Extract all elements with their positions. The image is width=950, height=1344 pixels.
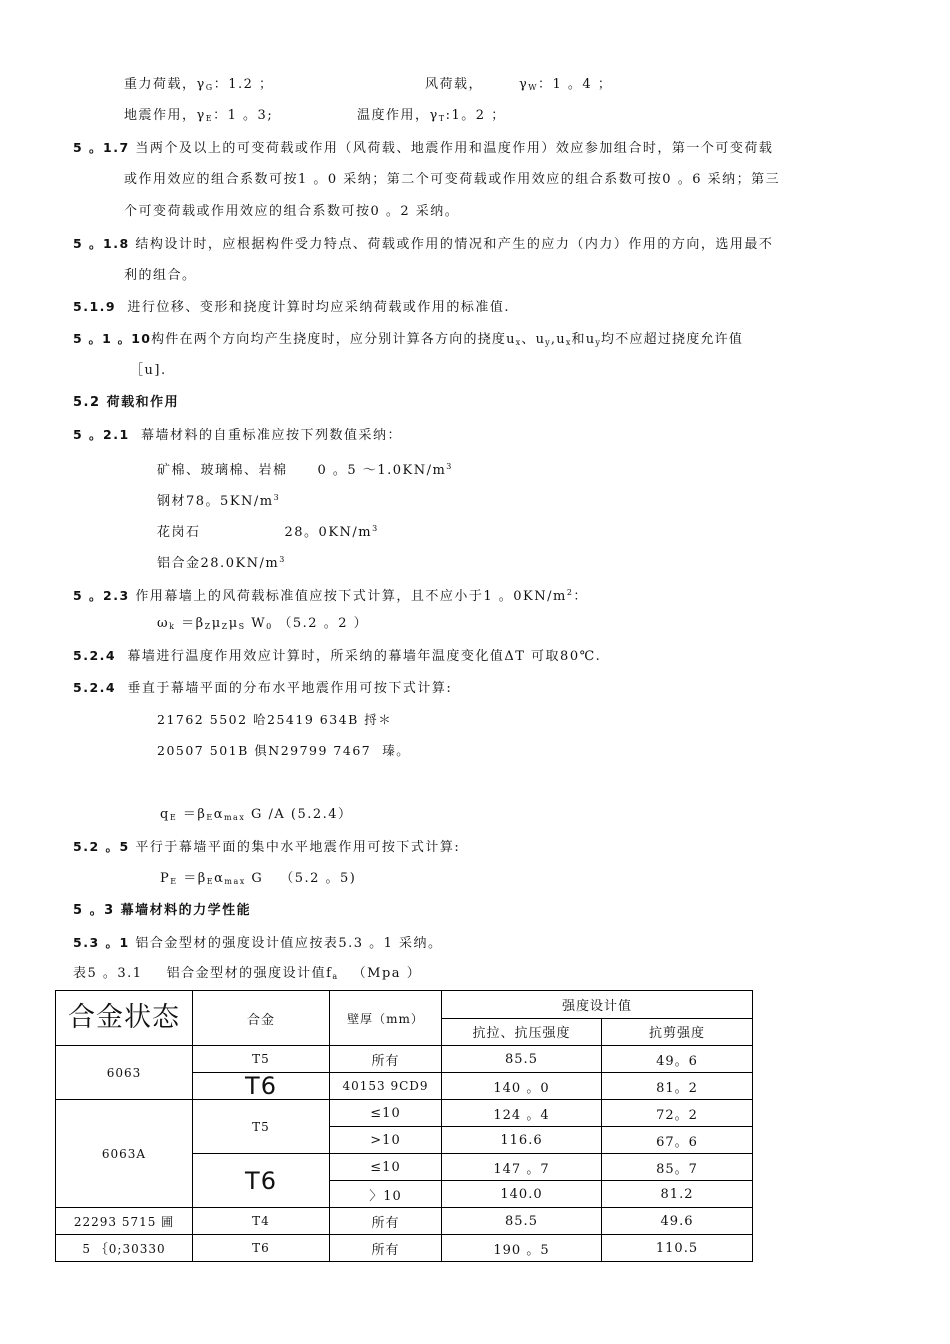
clause-number: 5 。1 。10 bbox=[73, 331, 152, 346]
unit-exponent: 3 bbox=[446, 462, 453, 471]
clause-number: 5.1.9 bbox=[73, 299, 117, 314]
cell-tensile: 85.5 bbox=[442, 1046, 602, 1073]
wind-factor bbox=[425, 76, 612, 97]
cell-thickness: 所有 bbox=[330, 1235, 442, 1262]
equals-beta: ＝β bbox=[183, 871, 207, 886]
subscript-x: x bbox=[565, 338, 572, 347]
quake-symbol: γ bbox=[196, 108, 206, 123]
separator: ,u bbox=[550, 332, 566, 347]
clause-number: 5 。2.1 bbox=[73, 427, 130, 442]
mu-symbol: μ bbox=[211, 616, 222, 631]
cell-alloy: 6063 bbox=[56, 1046, 193, 1100]
subscript-y: y bbox=[595, 338, 602, 347]
wind-symbol: γ bbox=[519, 77, 529, 92]
table-title: 铝合金型材的强度设计值f bbox=[166, 966, 333, 981]
gravity-label: 重力荷载， bbox=[124, 77, 197, 92]
omega-symbol: ω bbox=[157, 616, 170, 631]
cell-shear: 81。2 bbox=[602, 1073, 753, 1100]
wind-subscript: W bbox=[528, 83, 539, 92]
unit-exponent: 3 bbox=[273, 493, 281, 502]
subscript: S bbox=[238, 622, 246, 631]
table-caption bbox=[73, 965, 421, 986]
clause-number: 5.3 。1 bbox=[73, 935, 130, 950]
table-number: 表5 。3.1 bbox=[73, 966, 143, 981]
w-symbol: W bbox=[251, 616, 267, 631]
wind-formula bbox=[157, 615, 368, 636]
separator: 和u bbox=[571, 332, 596, 347]
concentrated-seismic-formula bbox=[160, 870, 356, 891]
cell-shear: 85。7 bbox=[602, 1154, 753, 1181]
gravity-subscript: G bbox=[205, 83, 214, 92]
header-shear-strength: 抗剪强度 bbox=[602, 1018, 753, 1046]
cell-shear: 49。6 bbox=[602, 1046, 753, 1073]
clause-text: 幕墙材料的自重标准应按下列数值采纳： bbox=[140, 428, 402, 443]
clause-text: 平行于幕墙平面的集中水平地震作用可按下式计算: bbox=[135, 840, 461, 855]
material-weight: 28.0KN/m bbox=[200, 556, 280, 571]
cell-temper: T5 bbox=[193, 1100, 330, 1154]
clause-number: 5.2.4 bbox=[73, 648, 117, 663]
gravity-factor bbox=[124, 76, 274, 97]
cell-shear: 67。6 bbox=[602, 1127, 753, 1154]
cell-shear: 110.5 bbox=[602, 1235, 753, 1262]
subscript: E bbox=[170, 877, 178, 886]
clause-5-2-4-seismic bbox=[73, 679, 452, 698]
alpha-symbol: α bbox=[213, 807, 224, 822]
clause-number: 5 。1.8 bbox=[73, 236, 130, 251]
subscript: E bbox=[206, 877, 215, 886]
garbled-text-line: 21762 5502 哈25419 634B 捋＊ bbox=[157, 712, 393, 727]
cell-temper: T6 bbox=[193, 1073, 330, 1100]
cell-alloy: 22293 5715 圃 bbox=[56, 1208, 193, 1235]
clause-punct: ： bbox=[573, 589, 588, 604]
gravity-symbol: γ bbox=[196, 77, 206, 92]
mu-symbol: μ bbox=[228, 616, 239, 631]
material-weight: 78。5KN/m bbox=[186, 494, 274, 509]
alloy-strength-table bbox=[55, 990, 753, 1262]
quake-subscript: E bbox=[205, 114, 214, 123]
clause-5-1-8 bbox=[73, 235, 773, 254]
table-header-row bbox=[56, 991, 753, 1019]
subscript: k bbox=[169, 622, 176, 631]
cell-tensile: 190 。5 bbox=[442, 1235, 602, 1262]
section-title: 幕墙材料的力学性能 bbox=[120, 903, 252, 918]
clause-text-tail: 均不应超过挠度允许值 bbox=[601, 332, 744, 347]
table-row bbox=[56, 1235, 753, 1262]
cell-temper: T5 bbox=[193, 1046, 330, 1073]
cell-temper: T4 bbox=[193, 1208, 330, 1235]
table-row bbox=[56, 1100, 753, 1127]
clause-number: 5 。2.3 bbox=[73, 588, 130, 603]
p-symbol: P bbox=[160, 871, 171, 886]
subscript: 0 bbox=[266, 622, 273, 631]
header-alloy-state: 合金状态 bbox=[56, 991, 193, 1046]
clause-text: 进行位移、变形和挠度计算时均应采纳荷载或作用的标准值. bbox=[127, 300, 510, 315]
cell-thickness: 40153 9CD9 bbox=[330, 1073, 442, 1100]
temp-label: 温度作用， bbox=[357, 108, 430, 123]
clause-5-2-1 bbox=[73, 426, 402, 445]
clause-text: 铝合金型材的强度设计值应按表5.3 。1 采纳。 bbox=[135, 936, 443, 951]
material-weight: 28。0KN/m bbox=[284, 525, 373, 540]
header-wall-thickness: 壁厚（mm） bbox=[330, 991, 442, 1046]
distributed-seismic-formula bbox=[160, 806, 353, 827]
material-name: 钢材 bbox=[157, 494, 187, 509]
cell-alloy: 6063A bbox=[56, 1100, 193, 1208]
clause-text: 作用幕墙上的风荷载标准值应按下式计算，且不应小于1 。0KN/m bbox=[135, 589, 567, 604]
subscript: a bbox=[332, 972, 339, 981]
clause-number: 5.2.4 bbox=[73, 680, 117, 695]
table-row bbox=[56, 1208, 753, 1235]
clause-number: 5.2 。5 bbox=[73, 839, 130, 854]
clause-5-1-7-line2: 或作用效应的组合系数可按1 。0 采纳；第二个可变荷载或作用效应的组合系数可按0 。6 采纳；第三 bbox=[124, 172, 781, 187]
cell-alloy: 5 ｛0;30330 bbox=[56, 1235, 193, 1262]
cell-tensile: 147 。7 bbox=[442, 1154, 602, 1181]
unit-exponent: 3 bbox=[372, 524, 379, 533]
cell-shear: 81.2 bbox=[602, 1181, 753, 1208]
cell-tensile: 85.5 bbox=[442, 1208, 602, 1235]
section-number: 5 。3 bbox=[73, 903, 115, 918]
clause-text: 构件在两个方向均产生挠度时，应分别计算各方向的挠度u bbox=[151, 332, 516, 347]
header-tensile-strength: 抗拉、抗压强度 bbox=[442, 1018, 602, 1046]
alpha-symbol: α bbox=[214, 871, 225, 886]
cell-tensile: 140 。0 bbox=[442, 1073, 602, 1100]
clause-5-2-3 bbox=[73, 584, 588, 606]
subscript: max bbox=[224, 877, 246, 886]
cell-thickness: >10 bbox=[330, 1127, 442, 1154]
temp-value: :1。2 ； bbox=[445, 108, 506, 123]
gravity-value: ：1.2 ； bbox=[213, 77, 274, 92]
unit-exponent: 3 bbox=[279, 555, 286, 564]
quake-value: ：1 。3; bbox=[213, 108, 274, 123]
unit-exponent: 2 bbox=[566, 588, 574, 597]
weight-item bbox=[157, 489, 280, 511]
clause-5-2-5 bbox=[73, 838, 460, 857]
clause-text: 结构设计时，应根据构件受力特点、荷载或作用的情况和产生的应力（内力）作用的方向，选用最不 bbox=[135, 237, 774, 252]
subscript-x: x bbox=[515, 338, 522, 347]
subscript: E bbox=[169, 813, 178, 822]
cell-thickness: ≤10 bbox=[330, 1154, 442, 1181]
weight-item bbox=[157, 551, 286, 573]
cell-temper: T6 bbox=[193, 1154, 330, 1208]
weight-item bbox=[157, 458, 453, 480]
cell-shear: 49.6 bbox=[602, 1208, 753, 1235]
cell-temper: T6 bbox=[193, 1235, 330, 1262]
formula-rest: G （5.2 。5) bbox=[251, 871, 357, 886]
formula-ref: （5.2 。2 ） bbox=[278, 616, 369, 631]
clause-5-1-7-line3: 个可变荷载或作用效应的组合系数可按0 。2 采纳。 bbox=[124, 204, 460, 219]
separator: 、u bbox=[521, 332, 546, 347]
temp-factor bbox=[357, 107, 506, 128]
cell-thickness: 〉10 bbox=[330, 1181, 442, 1208]
clause-text: 幕墙进行温度作用效应计算时，所采纳的幕墙年温度变化值ΔT 可取80℃. bbox=[127, 649, 602, 664]
subscript: Z bbox=[204, 622, 212, 631]
clause-5-1-8-line2: 利的组合。 bbox=[124, 268, 197, 283]
weight-item bbox=[157, 520, 379, 542]
garbled-text-line: 20507 501B 俱N29799 7467 瑧。 bbox=[157, 743, 411, 758]
section-title: 荷载和作用 bbox=[106, 395, 180, 410]
clause-text: 垂直于幕墙平面的分布水平地震作用可按下式计算: bbox=[127, 681, 453, 696]
cell-tensile: 140.0 bbox=[442, 1181, 602, 1208]
equals-beta: ＝β bbox=[181, 616, 205, 631]
clause-text: 当两个及以上的可变荷载或作用（风荷载、地震作用和温度作用）效应参加组合时，第一个可变荷载 bbox=[135, 141, 774, 156]
material-name: 花岗石 bbox=[157, 525, 201, 540]
clause-5-3-1 bbox=[73, 934, 443, 953]
quake-label: 地震作用， bbox=[124, 108, 197, 123]
wind-label: 风荷载， bbox=[425, 77, 484, 92]
clause-5-1-9 bbox=[73, 298, 510, 317]
table-row bbox=[56, 1046, 753, 1073]
clause-5-2-4-temperature bbox=[73, 647, 601, 666]
material-name: 矿棉、玻璃棉、岩棉 bbox=[157, 463, 288, 478]
clause-5-1-7 bbox=[73, 139, 773, 158]
quake-factor bbox=[124, 107, 273, 128]
cell-thickness: 所有 bbox=[330, 1208, 442, 1235]
subscript: Z bbox=[221, 622, 229, 631]
cell-tensile: 116.6 bbox=[442, 1127, 602, 1154]
temp-symbol: γ bbox=[429, 108, 439, 123]
formula-rest: G /A (5.2.4） bbox=[250, 807, 353, 822]
cell-tensile: 124 。4 bbox=[442, 1100, 602, 1127]
q-symbol: q bbox=[160, 807, 170, 822]
clause-5-1-10-line2: ［u]. bbox=[130, 363, 167, 378]
section-5-3-heading bbox=[73, 902, 251, 920]
material-name: 铝合金 bbox=[157, 556, 201, 571]
clause-number: 5 。1.7 bbox=[73, 140, 130, 155]
temp-subscript: T bbox=[438, 114, 446, 123]
table-unit: （Mpa ） bbox=[352, 966, 422, 981]
header-alloy: 合金 bbox=[193, 991, 330, 1046]
section-5-2-heading bbox=[73, 394, 179, 412]
cell-shear: 72。2 bbox=[602, 1100, 753, 1127]
cell-thickness: ≤10 bbox=[330, 1100, 442, 1127]
clause-5-1-10 bbox=[73, 330, 743, 352]
material-weight: 0 。5 ～1.0KN/m bbox=[317, 463, 447, 478]
subscript-y: y bbox=[545, 338, 551, 347]
section-number: 5.2 bbox=[73, 395, 101, 410]
header-design-strength: 强度设计值 bbox=[442, 991, 753, 1019]
wind-value: ：1 。4 ； bbox=[538, 77, 613, 92]
equals-beta: ＝β bbox=[182, 807, 207, 822]
cell-thickness: 所有 bbox=[330, 1046, 442, 1073]
subscript: max bbox=[223, 813, 246, 822]
subscript: E bbox=[206, 813, 214, 822]
